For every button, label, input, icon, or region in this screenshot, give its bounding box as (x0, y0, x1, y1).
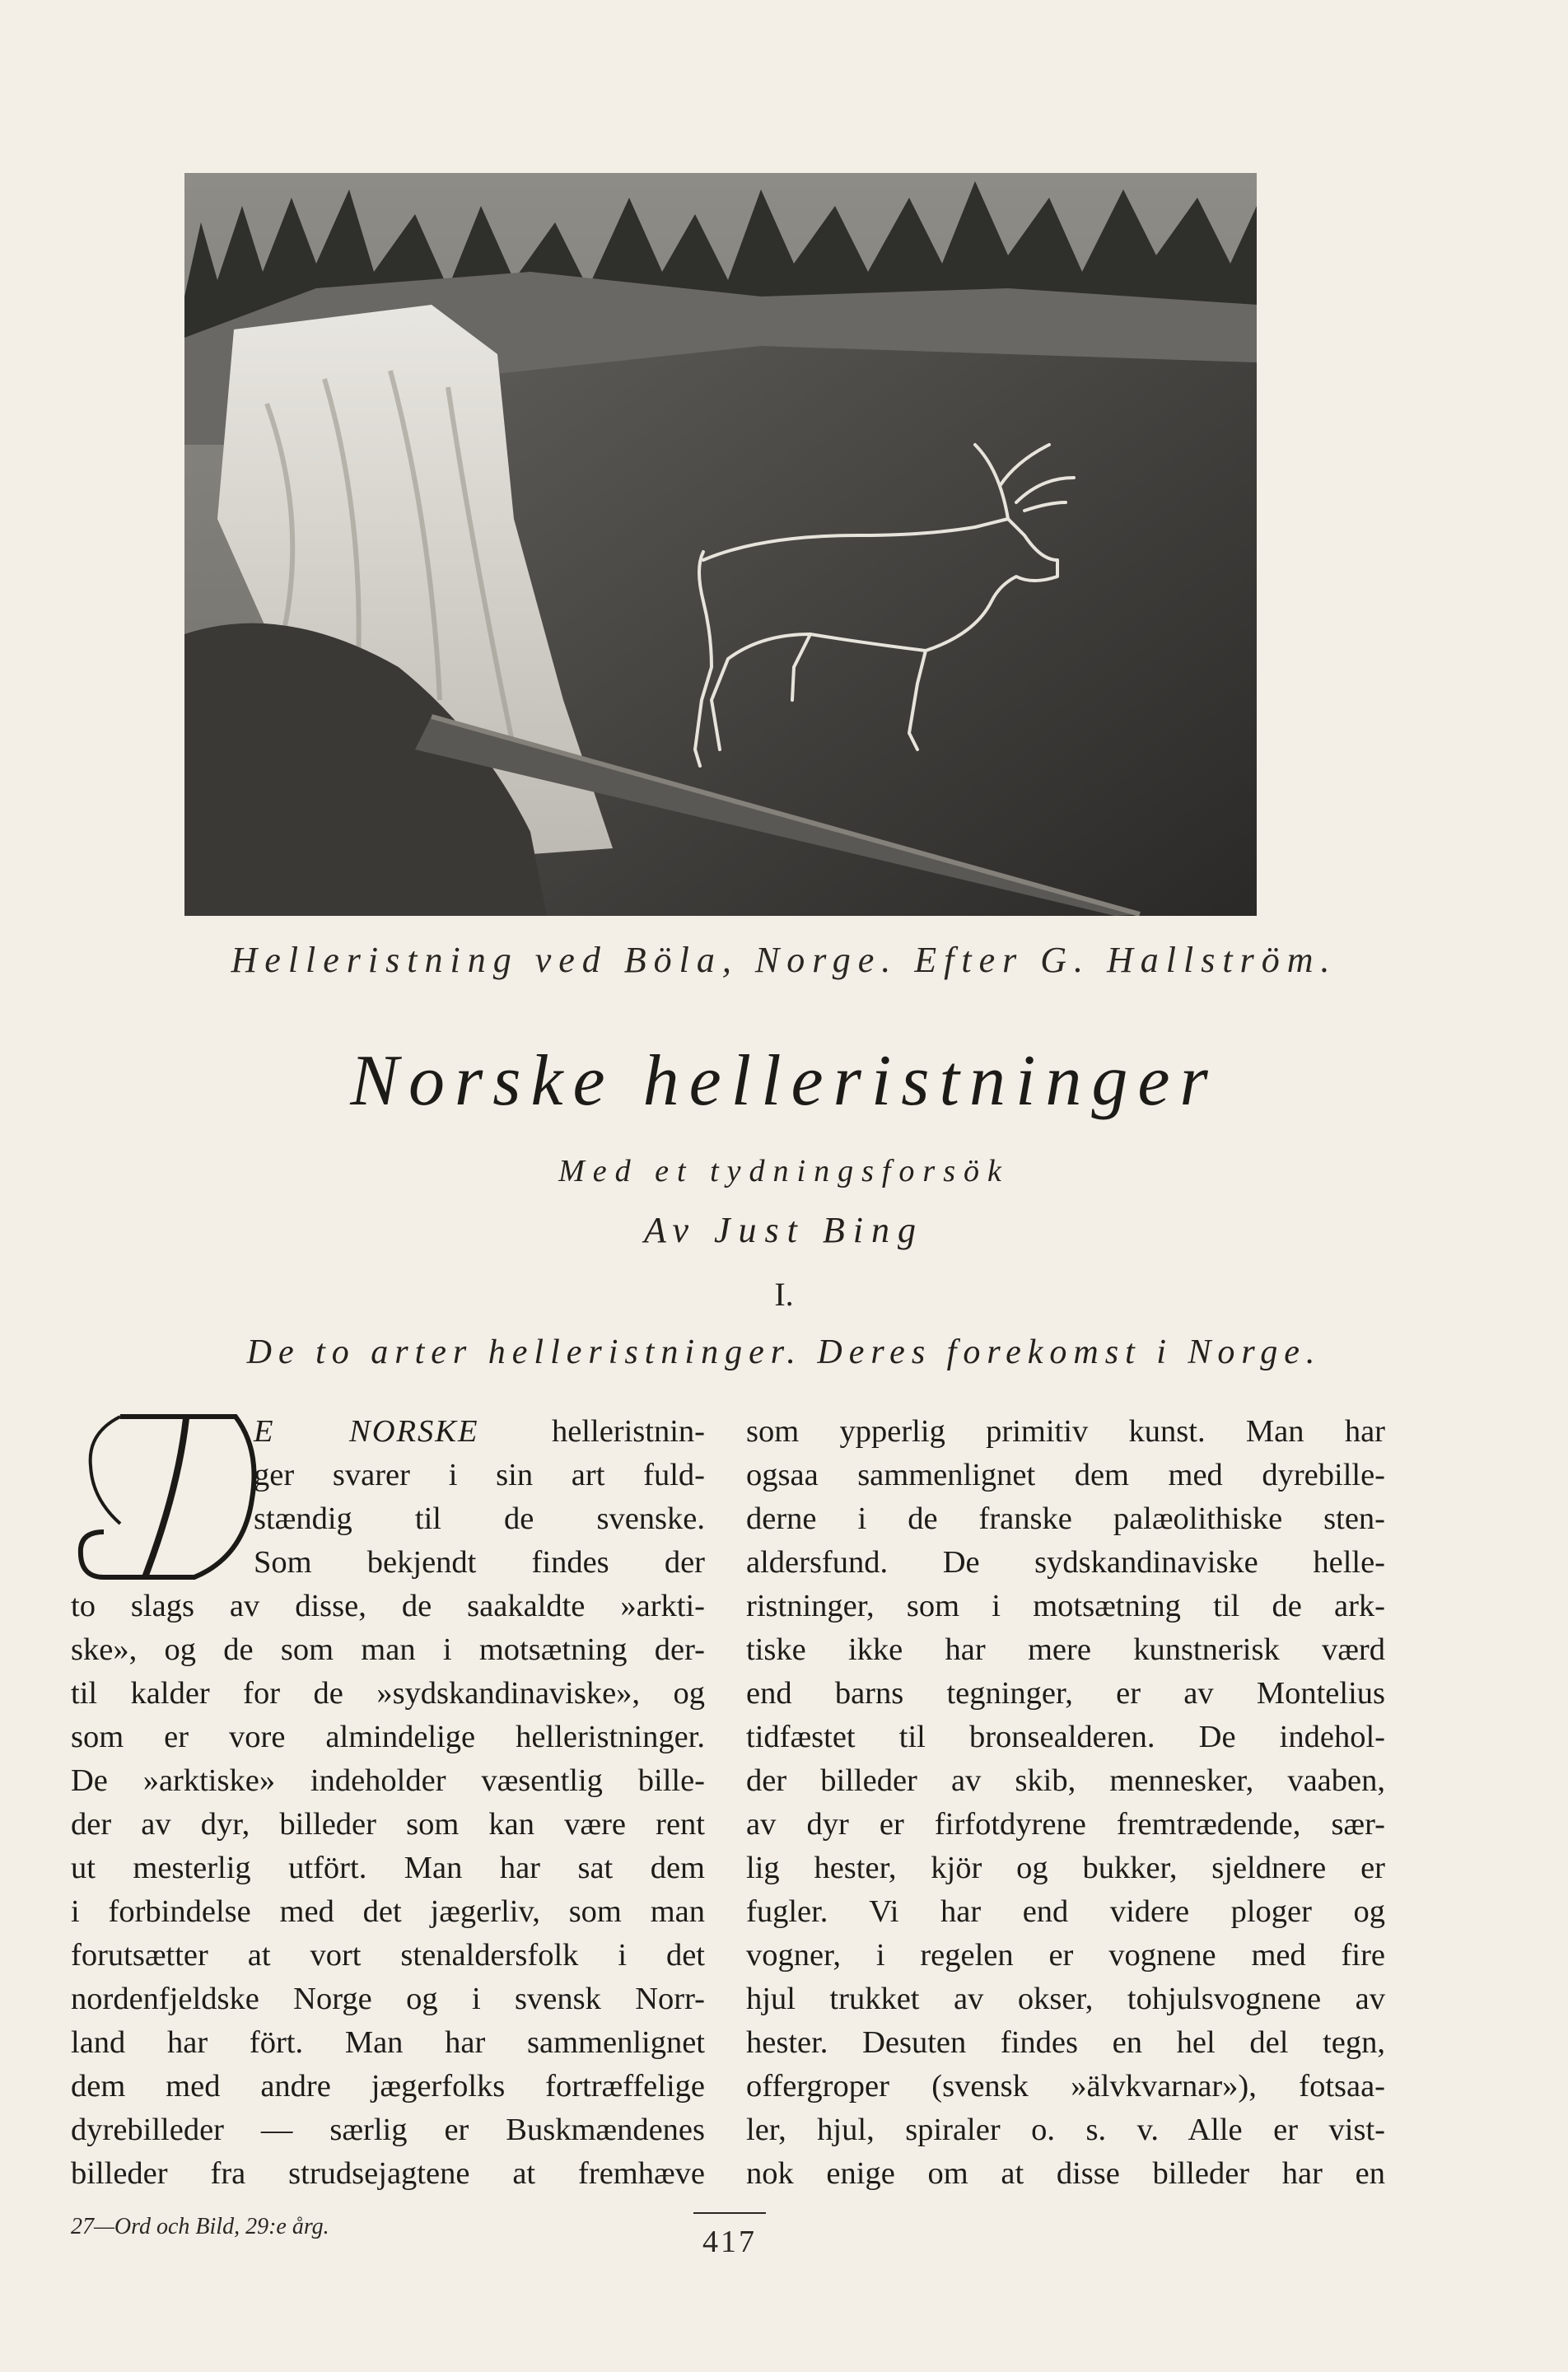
figure-caption: Helleristning ved Böla, Norge. Efter G. Hallström. (231, 940, 1337, 980)
article-byline: Av Just Bing (644, 1210, 924, 1250)
text-line: offergroper (svensk »älvkvarnar»), fotsaa- (746, 2069, 1385, 2104)
text-line: ger svarer i sin art fuld- (254, 1458, 705, 1492)
page-number-rule (693, 2212, 766, 2214)
page-number: 417 (702, 2225, 757, 2259)
text-line: lig hester, kjör og bukker, sjeldnere er (746, 1851, 1385, 1885)
article-subtitle: Med et tydningsforsök (558, 1154, 1010, 1188)
text-line: stændig til de svenske. (254, 1501, 705, 1536)
article-title: Norske helleristninger (350, 1041, 1218, 1121)
part-numeral: I. (774, 1276, 794, 1313)
text-line-1 (71, 1410, 705, 1454)
text-line: tidfæstet til bronsealderen. De indehol- (746, 1720, 1385, 1754)
section-heading: De to arter helleristninger. Deres forekomst i Norge. (246, 1333, 1322, 1371)
text-line: til kalder for de »sydskandinaviske», og (71, 1676, 705, 1711)
text-line: derne i de franske palæolithiske sten- (746, 1501, 1385, 1536)
body-column-right (746, 1410, 1385, 2196)
text-line: nordenfjeldske Norge og i svensk Norr- (71, 1982, 705, 2016)
text-line: der av dyr, billeder som kan være rent (71, 1807, 705, 1842)
text-line: Som bekjendt findes der (254, 1545, 705, 1580)
text-line: ske», og de som man i motsætning der- (71, 1632, 705, 1667)
text-line: fugler. Vi har end videre ploger og (746, 1894, 1385, 1929)
text-line: forutsætter at vort stenaldersfolk i det (71, 1938, 705, 1973)
text-line: De »arktiske» indeholder væsentlig bille- (71, 1763, 705, 1798)
lead-caps: E NORSKE (254, 1414, 479, 1449)
text-line: som ypperlig primitiv kunst. Man har (746, 1414, 1385, 1449)
text-line: land har fört. Man har sammenlignet (71, 2025, 705, 2060)
text-line: vogner, i regelen er vognene med fire (746, 1938, 1385, 1973)
text-line: ler, hjul, spiraler o. s. v. Alle er vist- (746, 2113, 1385, 2147)
text-line: to slags av disse, de saakaldte »arkti- (71, 1589, 705, 1623)
text-line: nok enige om at disse billeder har en (746, 2156, 1385, 2191)
text-line: ristninger, som i motsætning til de ark- (746, 1589, 1385, 1623)
waterfall-reindeer-photo (184, 173, 1257, 916)
text-line: av dyr er firfotdyrene fremtrædende, sær- (746, 1807, 1385, 1842)
figure-photo (184, 173, 1257, 916)
body-column-left (71, 1410, 705, 2196)
text-line: dem med andre jægerfolks fortræffelige (71, 2069, 705, 2104)
text-line: dyrebilleder — særlig er Buskmændenes (71, 2113, 705, 2147)
signature-note: 27—Ord och Bild, 29:e årg. (71, 2214, 329, 2239)
text-line: end barns tegninger, er av Montelius (746, 1676, 1385, 1711)
text-line: billeder fra strudsejagtene at fremhæve (71, 2156, 705, 2191)
text-line: som er vore almindelige helleristninger. (71, 1720, 705, 1754)
text-line: hjul trukket av okser, tohjulsvognene av (746, 1982, 1385, 2016)
text-line: ut mesterlig utfört. Man har sat dem (71, 1851, 705, 1885)
text-line: der billeder av skib, mennesker, vaaben, (746, 1763, 1385, 1798)
text-line-1-rest: helleristnin- (478, 1414, 705, 1449)
text-line: i forbindelse med det jægerliv, som man (71, 1894, 705, 1929)
text-line: ogsaa sammenlignet dem med dyrebille- (746, 1458, 1385, 1492)
text-line: hester. Desuten findes en hel del tegn, (746, 2025, 1385, 2060)
text-line: tiske ikke har mere kunstnerisk værd (746, 1632, 1385, 1667)
text-line: aldersfund. De sydskandinaviske helle- (746, 1545, 1385, 1580)
